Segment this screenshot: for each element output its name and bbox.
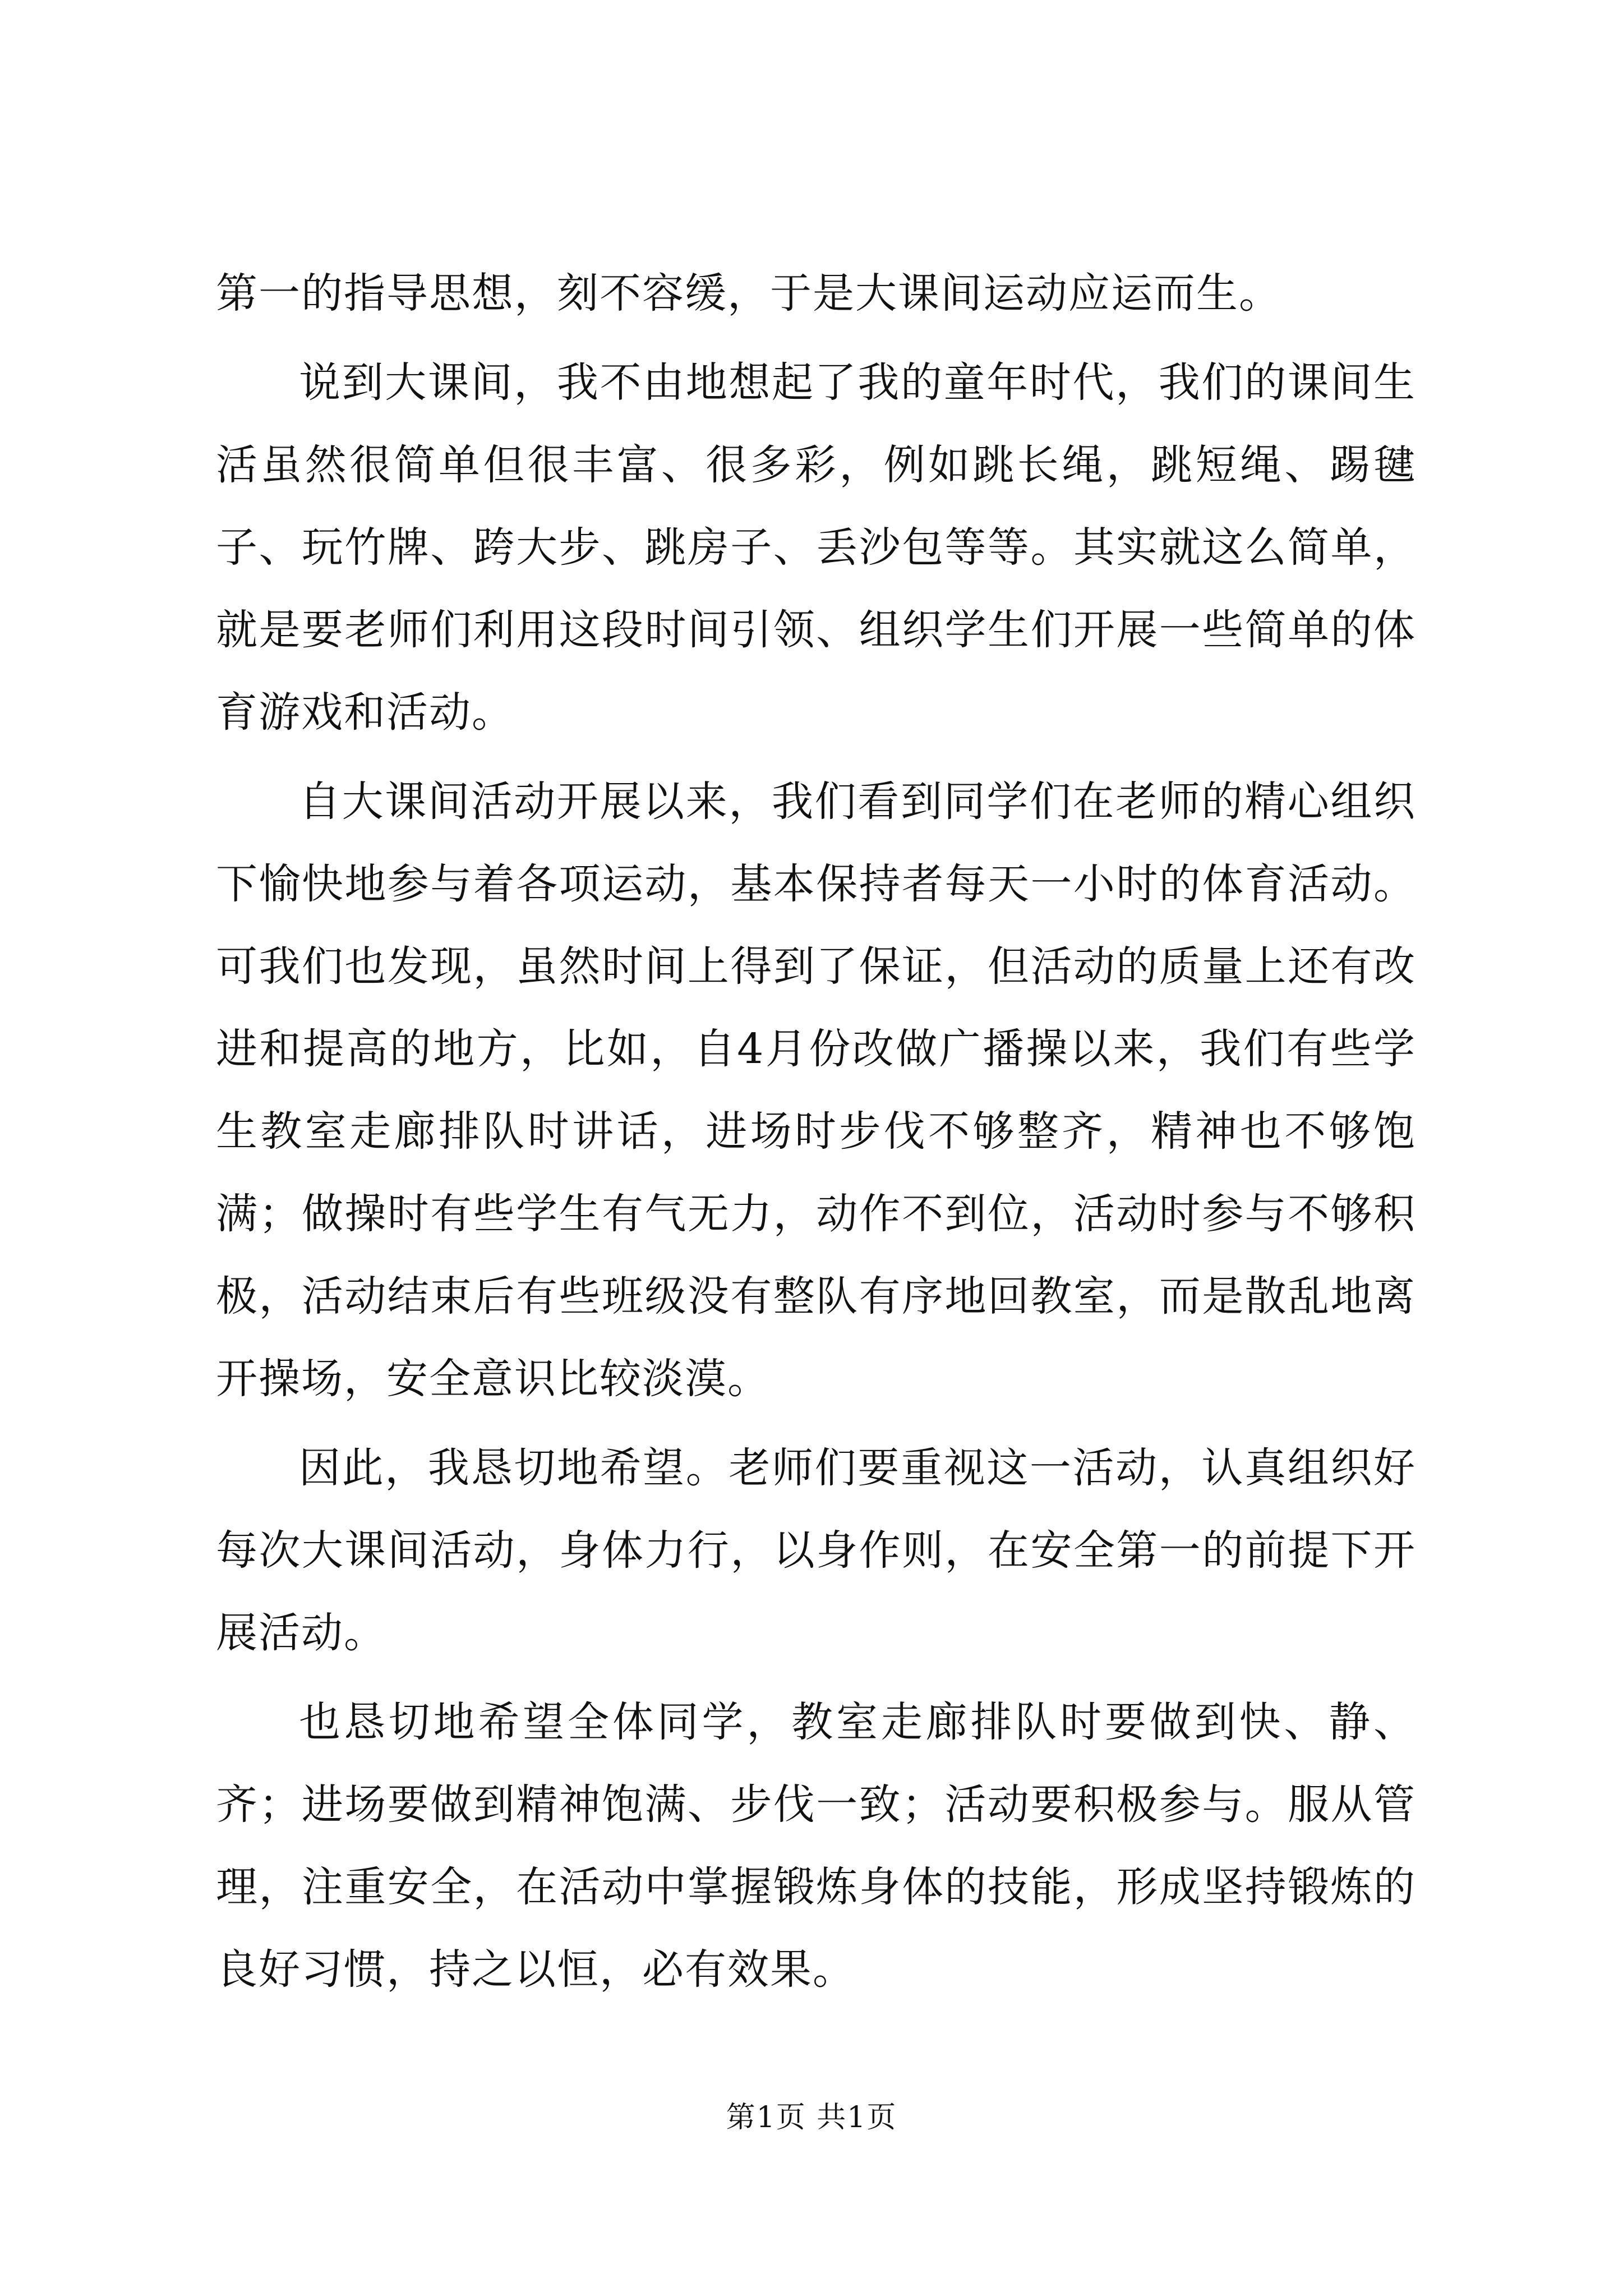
paragraph-continuation: 第一的指导思想，刻不容缓，于是大课间运动应运而生。 [216, 269, 1281, 318]
page-number-footer: 第1页 共1页 [726, 2101, 897, 2134]
document-body [216, 252, 1416, 2018]
paragraph-student-appeal: 也恳切地希望全体同学，教室走廊排队时要做到快、静、齐；进场要做到精神饱满、步伐一致；活动要积极参与。服从管理，注重安全，在活动中掌握锻炼身体的技能，形成坚持锻炼的良好习惯，持之以恒，必有效果。 [216, 1698, 1416, 1994]
paragraph-childhood-recess: 说到大课间，我不由地想起了我的童年时代，我们的课间生活虽然很简单但很丰富、很多彩，例如跳长绳，跳短绳、踢毽子、玩竹牌、跨大步、跳房子、丢沙包等等。其实就这么简单，就是要老师们利用这段时间引领、组织学生们开展一些简单的体育游戏和活动。 [216, 358, 1416, 737]
paragraph-activity-review: 自大课间活动开展以来，我们看到同学们在老师的精心组织下愉快地参与着各项运动，基本保持者每天一小时的体育活动。可我们也发现，虽然时间上得到了保证，但活动的质量上还有改进和提高的地方，比如，自4月份改做广播操以来，我们有些学生教室走廊排队时讲话，进场时步伐不够整齐，精神也不够饱满；做操时有些学生有气无力，动作不到位，活动时参与不够积极，活动结束后有些班级没有整队有序地回教室，而是散乱地离开操场，安全意识比较淡漠。 [216, 777, 1416, 1403]
paragraph-teacher-appeal: 因此，我恳切地希望。老师们要重视这一活动，认真组织好每次大课间活动，身体力行，以身作则，在安全第一的前提下开展活动。 [216, 1444, 1416, 1657]
